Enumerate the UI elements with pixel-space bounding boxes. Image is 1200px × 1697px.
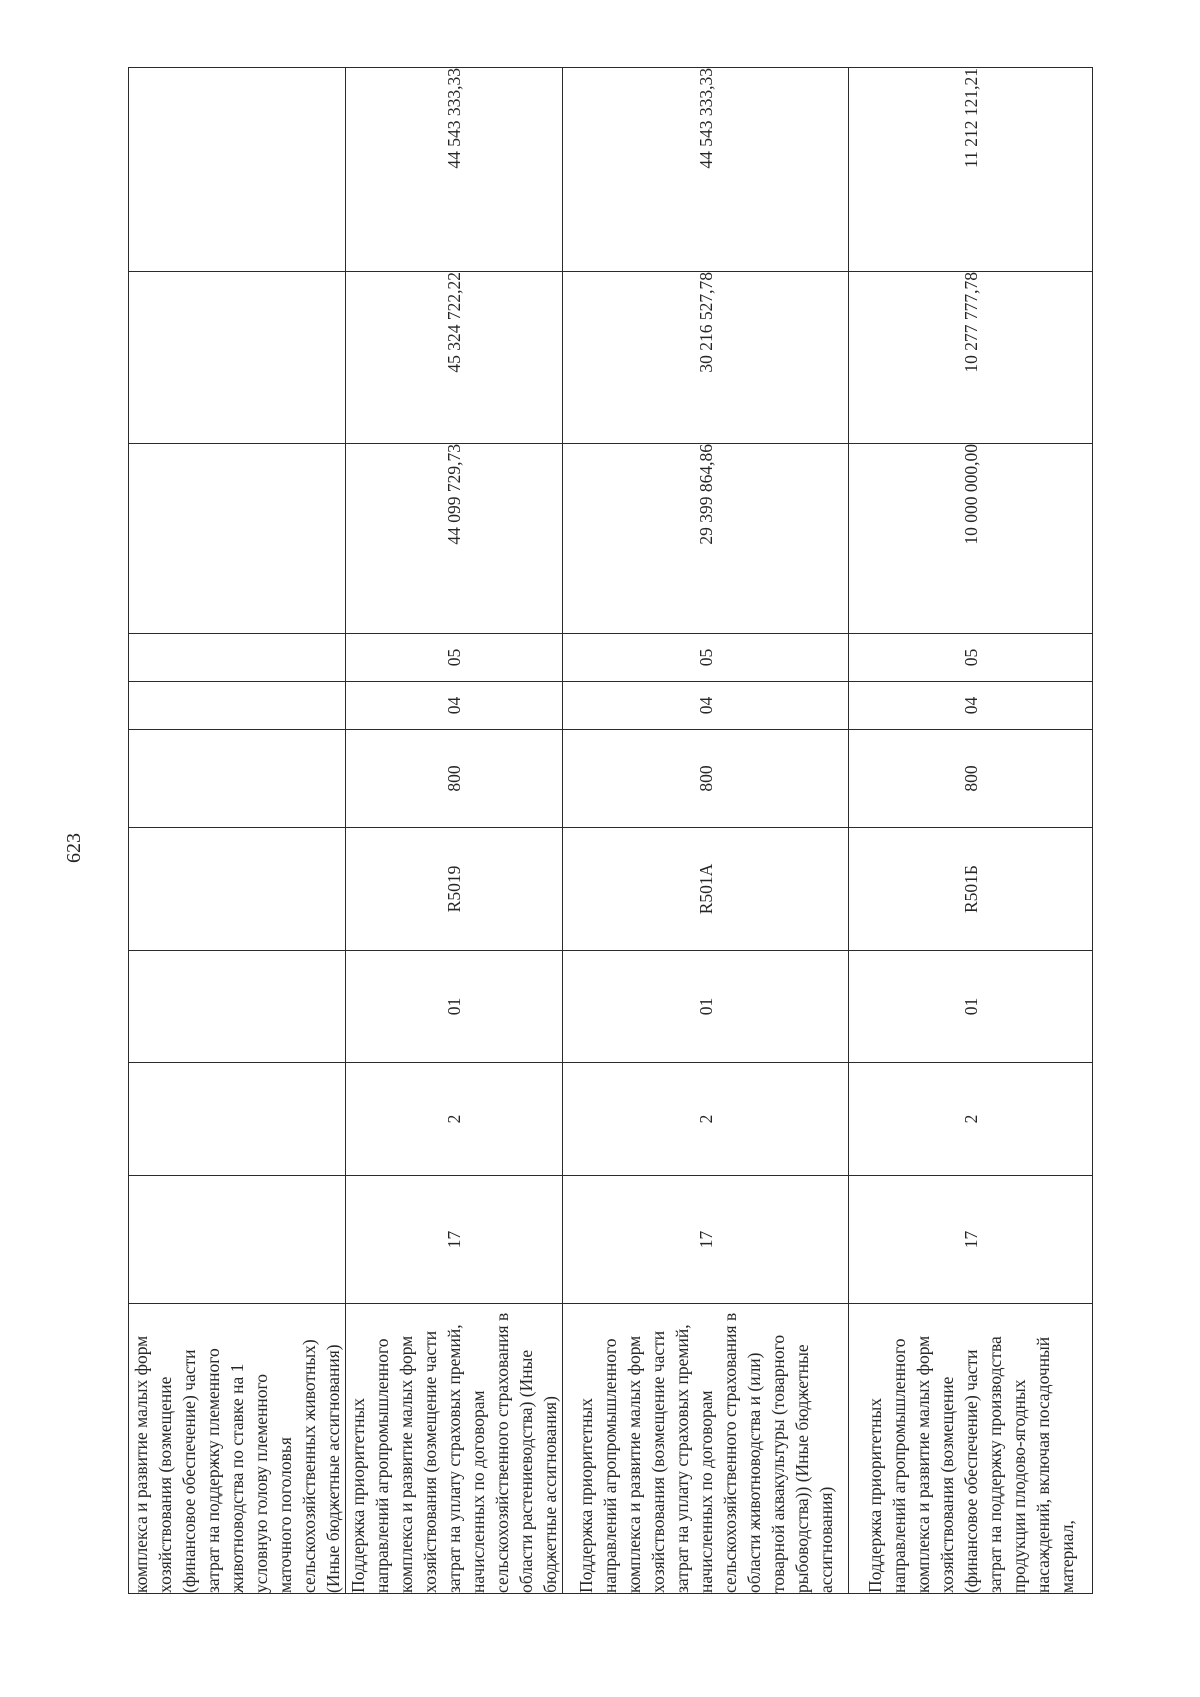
cell-main-activity: 01 [849, 951, 1093, 1063]
cell-subprogram [129, 1063, 346, 1176]
cell-subsection: 05 [346, 634, 563, 682]
budget-table-container [128, 68, 1086, 1594]
cell-amount-year-1 [129, 444, 346, 634]
row-description: Поддержка приоритетных направлений агропромышленного комплекса и развитие малых форм хозяйствования (возмещение части затрат на уплату страховых премий, начисленных по договорам сельскохозяйственного страхования в области животноводства и (или) товарной аквакультуры (товарного рыбоводства)) (Иные бюджетные ассигнования) [563, 1304, 849, 1594]
page-number: 623 [63, 833, 85, 863]
row-description: Поддержка приоритетных направлений агропромышленного комплекса и развитие малых форм хозяйствования (возмещение части затрат на уплату страховых премий, начисленных по договорам сельскохозяйственного страхования в области растениеводства) (Иные бюджетные ассигнования) [346, 1304, 563, 1594]
cell-section: 04 [849, 682, 1093, 730]
cell-expense-type: 800 [849, 730, 1093, 828]
table-row [346, 68, 563, 1594]
cell-amount-year-1: 29 399 864,86 [563, 444, 849, 634]
table-row [849, 68, 1093, 1594]
table-row [129, 68, 346, 1594]
row-description: комплекса и развитие малых форм хозяйствования (возмещение (финансовое обеспечение) части затрат на поддержку племенного животноводства по ставке на 1 условную голову племенного маточного поголовья сельскохозяйственных животных) (Иные бюджетные ассигнования) [129, 1304, 346, 1594]
cell-program: 17 [849, 1176, 1093, 1304]
cell-expense-type: 800 [346, 730, 563, 828]
cell-main-activity: 01 [346, 951, 563, 1063]
cell-amount-year-2 [129, 272, 346, 444]
cell-direction: R5019 [346, 828, 563, 951]
cell-section: 04 [346, 682, 563, 730]
cell-subprogram: 2 [563, 1063, 849, 1176]
cell-amount-year-3: 44 543 333,33 [346, 68, 563, 272]
table-row [563, 68, 849, 1594]
budget-table [128, 67, 1093, 1594]
cell-amount-year-1: 10 000 000,00 [849, 444, 1093, 634]
cell-direction: R501А [563, 828, 849, 951]
cell-subprogram: 2 [849, 1063, 1093, 1176]
cell-direction: R501Б [849, 828, 1093, 951]
cell-subsection [129, 634, 346, 682]
row-description: Поддержка приоритетных направлений агропромышленного комплекса и развитие малых форм хозяйствования (возмещение (финансовое обеспечение) части затрат на поддержку производства продукции плодово-ягодных насаждений, включая посадочный материал, [849, 1304, 1093, 1594]
cell-amount-year-2: 45 324 722,22 [346, 272, 563, 444]
cell-direction [129, 828, 346, 951]
cell-main-activity: 01 [563, 951, 849, 1063]
cell-amount-year-2: 30 216 527,78 [563, 272, 849, 444]
cell-program: 17 [563, 1176, 849, 1304]
cell-section: 04 [563, 682, 849, 730]
cell-subsection: 05 [849, 634, 1093, 682]
cell-amount-year-3 [129, 68, 346, 272]
cell-amount-year-2: 10 277 777,78 [849, 272, 1093, 444]
cell-program: 17 [346, 1176, 563, 1304]
cell-section [129, 682, 346, 730]
cell-program [129, 1176, 346, 1304]
cell-subsection: 05 [563, 634, 849, 682]
cell-expense-type [129, 730, 346, 828]
cell-amount-year-3: 11 212 121,21 [849, 68, 1093, 272]
cell-amount-year-1: 44 099 729,73 [346, 444, 563, 634]
cell-main-activity [129, 951, 346, 1063]
cell-subprogram: 2 [346, 1063, 563, 1176]
cell-amount-year-3: 44 543 333,33 [563, 68, 849, 272]
cell-expense-type: 800 [563, 730, 849, 828]
